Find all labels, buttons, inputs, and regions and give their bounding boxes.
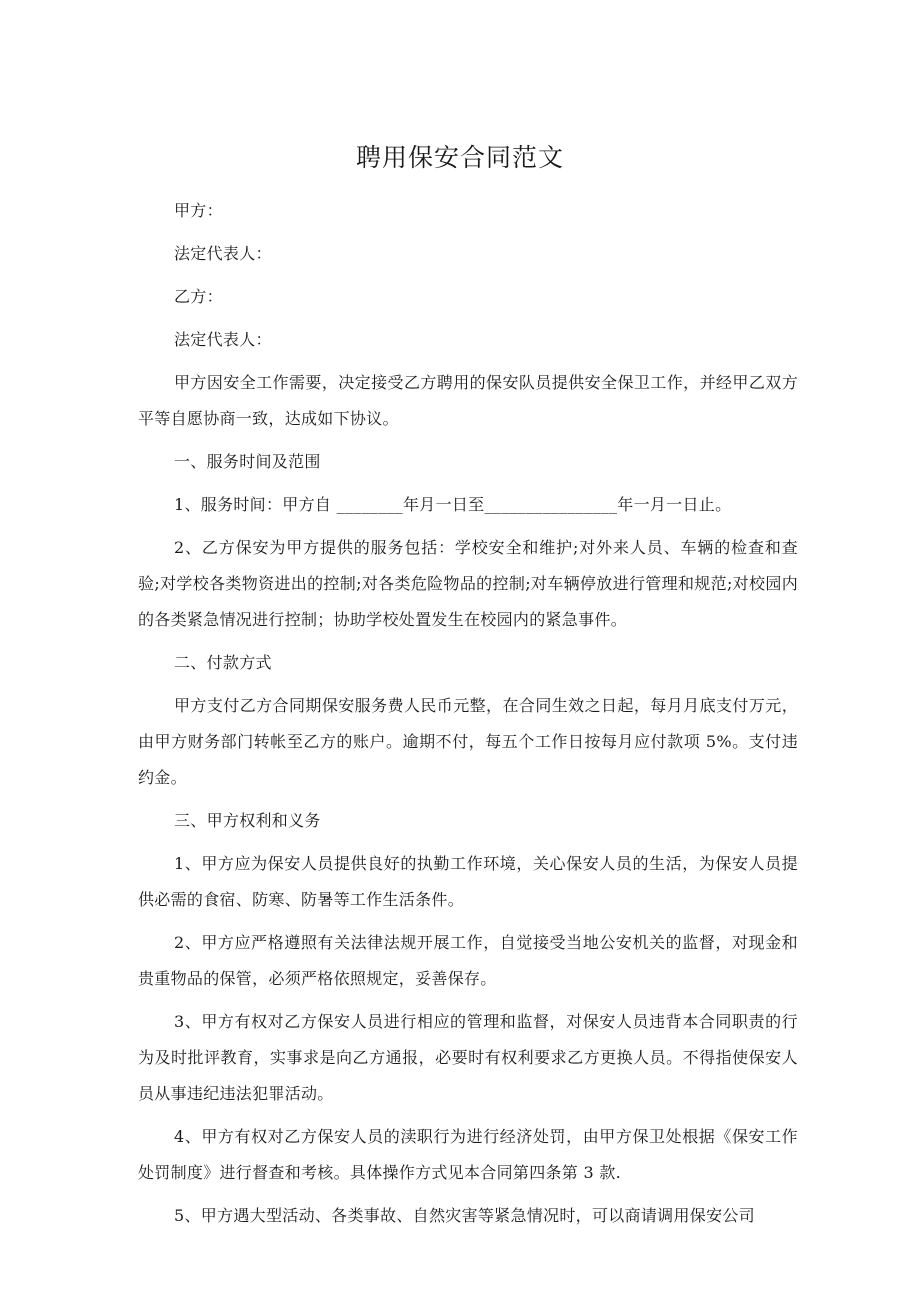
clause-3-2: 2、甲方应严格遵照有关法律法规开展工作，自觉接受当地公安机关的监督，对现金和贵重物品的保管，必须严格依照规定，妥善保存。 [138, 933, 798, 988]
preamble-paragraph: 甲方因安全工作需要，决定接受乙方聘用的保安队员提供安全保卫工作，并经甲乙双方平等自愿协商一致，达成如下协议。 [138, 373, 798, 428]
clause-3-4: 4、甲方有权对乙方保安人员的渎职行为进行经济处罚，由甲方保卫处根据《保安工作处罚制度》进行督查和考核。具体操作方式见本合同第四条第 3 款. [138, 1127, 798, 1182]
party-b-legal-rep-line: 法定代表人： [174, 330, 272, 349]
clause-3-5: 5、甲方遇大型活动、各类事故、自然灾害等紧急情况时，可以商请调用保安公司 [174, 1206, 755, 1225]
party-b-line: 乙方： [174, 287, 223, 306]
clause-3-3: 3、甲方有权对乙方保安人员进行相应的管理和监督，对保安人员违背本合同职责的行为及时批评教育，实事求是向乙方通报，必要时有权利要求乙方更换人员。不得指使保安人员从事违纪违法犯罪活动。 [138, 1012, 798, 1103]
section-heading-1: 一、服务时间及范围 [174, 452, 321, 471]
document-title: 聘用保安合同范文 [355, 143, 564, 172]
clause-3-1: 1、甲方应为保安人员提供良好的执勤工作环境，关心保安人员的生活，为保安人员提供必需的食宿、防寒、防暑等工作生活条件。 [138, 854, 798, 909]
section-heading-3: 三、甲方权利和义务 [174, 811, 321, 830]
document-body [138, 193, 798, 1241]
payment-paragraph: 甲方支付乙方合同期保安服务费人民币元整，在合同生效之日起，每月月底支付万元，由甲方财务部门转帐至乙方的账户。逾期不付，每五个工作日按每月应付款项 5%。支付违约金。 [138, 696, 798, 787]
party-a-line: 甲方： [174, 201, 223, 220]
clause-1-1: 1、服务时间：甲方自 ________年月一日至________________年一月一日止。 [174, 495, 732, 514]
party-a-legal-rep-line: 法定代表人： [174, 244, 272, 263]
clause-1-2: 2、乙方保安为甲方提供的服务包括：学校安全和维护;对外来人员、车辆的检查和查验;对学校各类物资进出的控制;对各类危险物品的控制;对车辆停放进行管理和规范;对校园内的各类紧急情况进行控制；协助学校处置发生在校园内的紧急事件。 [138, 538, 798, 629]
section-heading-2: 二、付款方式 [174, 653, 272, 672]
